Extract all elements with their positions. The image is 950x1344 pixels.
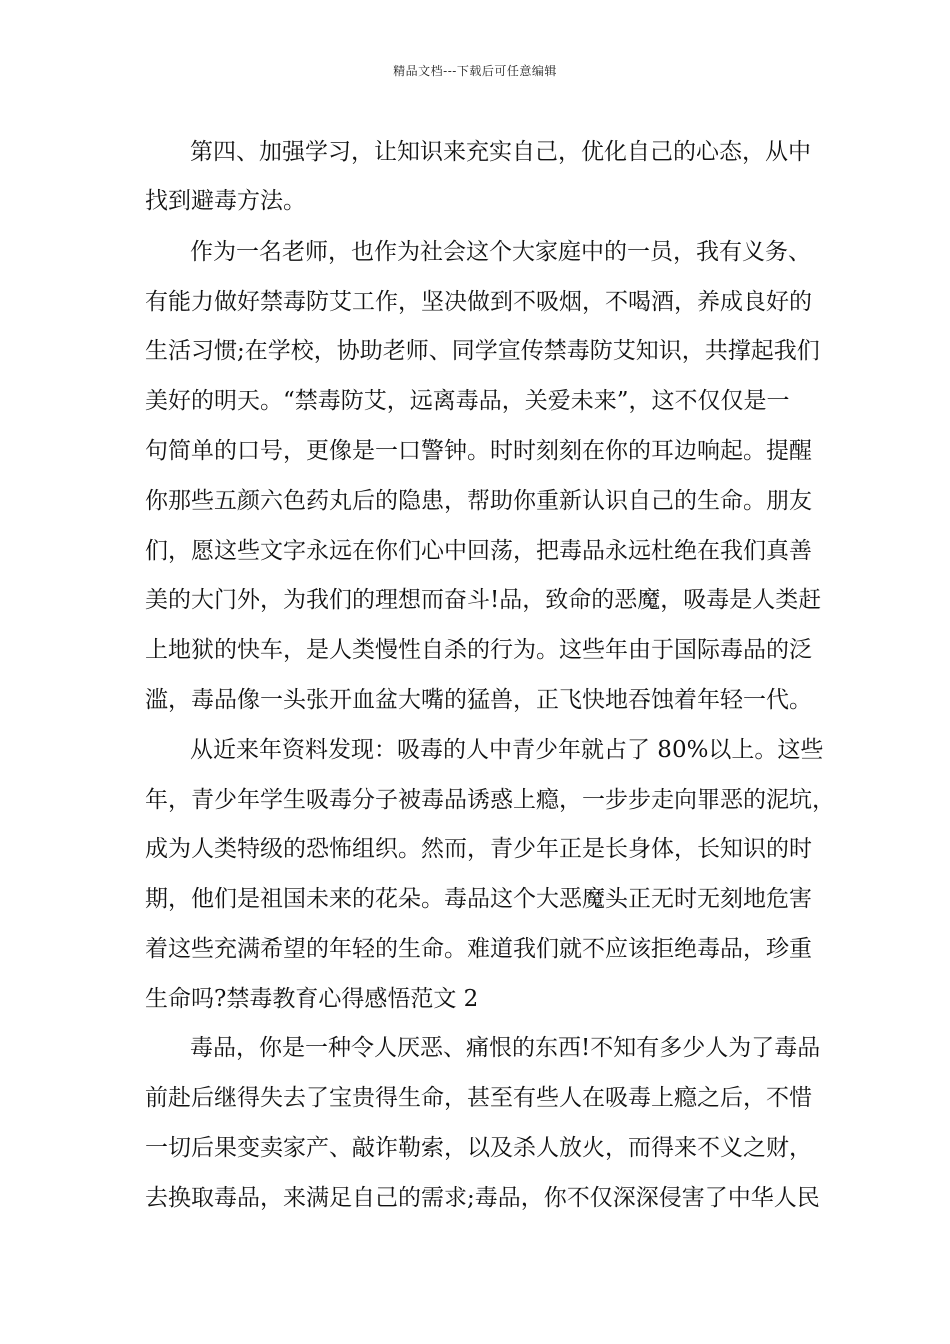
text-line: 作为一名老师，也作为社会这个大家庭中的一员，我有义务、 bbox=[190, 239, 811, 265]
text-line: 生命吗?禁毒教育心得感悟范文 2 bbox=[145, 986, 479, 1012]
text-line: 找到避毒方法。 bbox=[145, 188, 306, 214]
text-line: 们，愿这些文字永远在你们心中回荡，把毒品永远杜绝在我们真善 bbox=[145, 538, 812, 564]
text-line: 美好的明天。“禁毒防艾，远离毒品，关爱未来”，这不仅仅是一 bbox=[145, 388, 790, 414]
text-line: 生活习惯;在学校，协助老师、同学宣传禁毒防艾知识，共撑起我们 bbox=[145, 338, 820, 364]
text-line: 美的大门外，为我们的理想而奋斗!品，致命的恶魔，吸毒是人类赶 bbox=[145, 587, 822, 613]
text-line: 着这些充满希望的年轻的生命。难道我们就不应该拒绝毒品，珍重 bbox=[145, 936, 812, 962]
text-line: 句简单的口号，更像是一口警钟。时时刻刻在你的耳边响起。提醒 bbox=[145, 438, 812, 464]
text-line: 第四、加强学习，让知识来充实自己，优化自己的心态，从中 bbox=[190, 139, 811, 165]
text-line: 滥，毒品像一头张开血盆大嘴的猛兽，正飞快地吞蚀着年轻一代。 bbox=[145, 687, 812, 713]
text-line: 你那些五颜六色药丸后的隐患，帮助你重新认识自己的生命。朋友 bbox=[145, 488, 812, 514]
text-line: 从近来年资料发现：吸毒的人中青少年就占了 80%以上。这些 bbox=[190, 737, 824, 763]
text-line: 年，青少年学生吸毒分子被毒品诱惑上瘾，一步步走向罪恶的泥坑， bbox=[145, 787, 835, 813]
text-line: 去换取毒品，来满足自己的需求;毒品，你不仅深深侵害了中华人民 bbox=[145, 1185, 820, 1211]
text-line: 上地狱的快车，是人类慢性自杀的行为。这些年由于国际毒品的泛 bbox=[145, 637, 812, 663]
text-line: 有能力做好禁毒防艾工作，坚决做到不吸烟，不喝酒，养成良好的 bbox=[145, 289, 812, 315]
text-line: 毒品，你是一种令人厌恶、痛恨的东西!不知有多少人为了毒品 bbox=[190, 1035, 821, 1061]
text-line: 成为人类特级的恐怖组织。然而，青少年正是长身体，长知识的时 bbox=[145, 836, 812, 862]
page-header-note: 精品文档---下载后可任意编辑 bbox=[393, 64, 557, 78]
text-line: 期，他们是祖国未来的花朵。毒品这个大恶魔头正无时无刻地危害 bbox=[145, 886, 812, 912]
text-line: 一切后果变卖家产、敲诈勒索，以及杀人放火，而得来不义之财， bbox=[145, 1135, 812, 1161]
text-line: 前赴后继得失去了宝贵得生命，甚至有些人在吸毒上瘾之后，不惜 bbox=[145, 1085, 812, 1111]
